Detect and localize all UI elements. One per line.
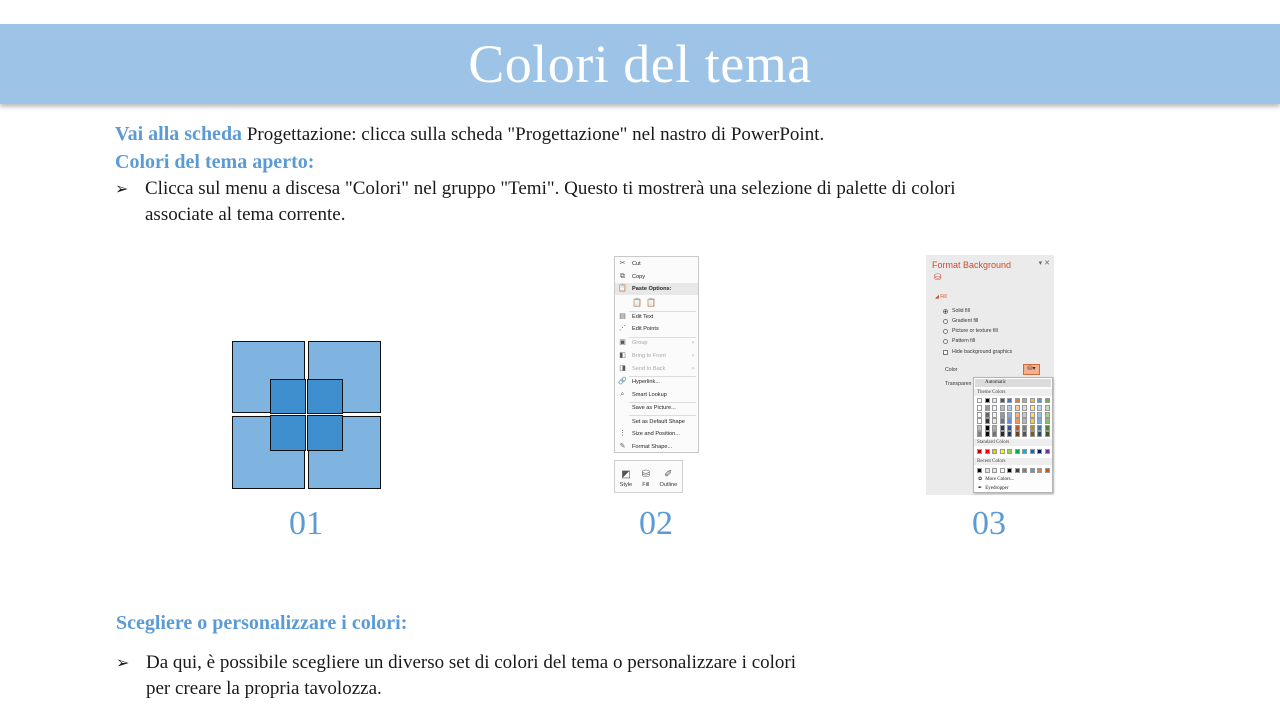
color-swatch: [1022, 449, 1027, 454]
section1-bullet: [115, 176, 1075, 228]
color-swatch: [1015, 398, 1020, 403]
color-swatch: [1015, 449, 1020, 454]
color-swatch: [1022, 412, 1027, 418]
paste-buttons: [615, 296, 698, 308]
color-swatch: [1000, 405, 1005, 411]
color-swatch: [985, 398, 990, 403]
chevron-right-icon: ›: [692, 366, 694, 372]
color-swatch: [977, 405, 982, 411]
palette-eyedropper: ✒ Eyedropper: [978, 485, 1009, 491]
menu-item-edit-text: ▤ Edit Text: [619, 313, 654, 320]
color-swatch: [1000, 449, 1005, 454]
palette-theme-colors-header: Theme Colors: [974, 389, 1052, 396]
hyperlink-icon: 🔗: [618, 378, 627, 385]
color-swatch: [1000, 418, 1005, 424]
color-swatch: [985, 425, 990, 431]
color-swatch: [977, 468, 982, 473]
menu-item-copy: ⧉ Copy: [620, 273, 646, 280]
color-palette-dropdown: [973, 377, 1053, 493]
section2-bullet-line1: Da qui, è possibile scegliere un diverso set di colori del tema o personalizzare i colori: [146, 652, 797, 673]
slide-title: Colori del tema: [468, 34, 812, 94]
inner-square-tr: [307, 379, 343, 414]
color-swatch: [1022, 398, 1027, 403]
search-icon: ⌕: [620, 391, 625, 398]
color-swatch: [1015, 418, 1020, 424]
bring-front-icon: ◧: [619, 352, 626, 359]
section2-bullet: [116, 650, 916, 702]
copy-icon: ⧉: [620, 273, 625, 280]
color-swatch: [1045, 468, 1050, 473]
transparency-label: Transparen: [945, 381, 972, 387]
color-swatch: [1037, 449, 1042, 454]
color-swatch: [1037, 405, 1042, 411]
color-swatch: [1030, 425, 1035, 431]
pane-title: Format Background: [932, 260, 1012, 270]
mini-style-button: ◩ Style: [619, 469, 633, 488]
section1-bullet-line2: associate al tema corrente.: [145, 204, 346, 225]
option-picture-fill: Picture or texture fill: [943, 328, 998, 334]
section2-bullet-line2: per creare la propria tavolozza.: [146, 678, 382, 699]
color-swatch: [1022, 405, 1027, 411]
intro-line: [115, 121, 824, 148]
format-shape-icon: ✎: [619, 443, 626, 450]
context-menu-screenshot: [614, 256, 699, 453]
color-swatch: [1030, 431, 1035, 437]
section1-heading: Colori del tema aperto:: [115, 151, 315, 173]
color-swatch: [1000, 412, 1005, 418]
scissors-icon: ✂: [619, 260, 626, 267]
color-swatch: [1022, 425, 1027, 431]
send-back-icon: ◨: [619, 365, 626, 372]
color-swatch: [992, 405, 997, 411]
inner-square-br: [307, 415, 343, 451]
edit-text-icon: ▤: [619, 313, 626, 320]
color-swatch: [985, 405, 990, 411]
paint-bucket-icon: ⛁: [641, 469, 651, 480]
palette-recent-colors-header: Recent Colors: [974, 458, 1052, 465]
color-swatch: [1007, 468, 1012, 473]
title-bar: [0, 24, 1280, 104]
mini-fill-button: ⛁ Fill: [641, 469, 651, 488]
color-swatch: [1022, 431, 1027, 437]
color-swatch: [1030, 449, 1035, 454]
color-swatch: [1015, 412, 1020, 418]
color-swatch: [977, 412, 982, 418]
color-swatch: [992, 418, 997, 424]
color-swatch: [1007, 418, 1012, 424]
chevron-right-icon: ›: [692, 353, 694, 359]
chevron-right-icon: ›: [692, 340, 694, 346]
color-swatch: [985, 412, 990, 418]
eyedropper-icon: ✒: [978, 486, 983, 491]
color-swatch: [1037, 468, 1042, 473]
outline-pen-icon: ✐: [664, 469, 673, 480]
mini-toolbar: [614, 460, 683, 493]
color-wheel-icon: ✿: [978, 477, 983, 482]
menu-item-group: ▣ Group ›: [619, 339, 694, 346]
pane-controls: ▾ ✕: [1038, 260, 1050, 267]
color-swatch: [1037, 418, 1042, 424]
color-swatch: [985, 431, 990, 437]
color-swatch: [1007, 412, 1012, 418]
color-swatch: [992, 412, 997, 418]
color-swatch: [1037, 431, 1042, 437]
inner-square-bl: [270, 415, 306, 451]
bullet-arrow-icon: ➢: [116, 655, 130, 672]
color-swatch: [1022, 468, 1027, 473]
paste-picture-icon: 📋: [645, 297, 656, 307]
option-pattern-fill: Pattern fill: [943, 338, 975, 344]
size-position-icon: ⋮: [619, 430, 626, 437]
color-swatch: [992, 449, 997, 454]
style-icon: ◩: [621, 469, 631, 480]
color-swatch: [1030, 405, 1035, 411]
color-swatch: [1022, 418, 1027, 424]
menu-item-size-position: ⋮ Size and Position...: [619, 430, 680, 437]
color-swatch: [1015, 405, 1020, 411]
mini-outline-button: ✐ Outline: [659, 469, 678, 488]
checkbox-icon: [943, 350, 948, 355]
color-swatch: [992, 398, 997, 403]
menu-item-format-shape: ✎ Format Shape...: [619, 443, 673, 450]
color-swatch: [985, 418, 990, 424]
intro-text: Progettazione: clicca sulla scheda "Progettazione" nel nastro di PowerPoint.: [242, 124, 825, 145]
color-swatch: [1000, 468, 1005, 473]
palette-standard-colors-header: Standard Colors: [974, 439, 1052, 446]
color-swatch: [1007, 405, 1012, 411]
color-swatch: [1015, 468, 1020, 473]
color-swatch: [1015, 425, 1020, 431]
menu-item-save-picture: Save as Picture...: [632, 405, 676, 411]
color-picker-button: ⛁▾: [1023, 364, 1040, 375]
step-number-02: 02: [639, 505, 673, 542]
color-swatch: [1037, 425, 1042, 431]
color-swatch: [985, 449, 990, 454]
color-swatch: [1037, 412, 1042, 418]
color-swatch: [1030, 418, 1035, 424]
color-swatch: [1045, 431, 1050, 437]
color-swatch: [1045, 418, 1050, 424]
intro-highlight: Vai alla scheda: [115, 123, 243, 145]
step-number-01: 01: [289, 505, 323, 542]
menu-item-set-default: Set as Default Shape: [632, 419, 685, 425]
palette-more-colors: ✿ More Colors...: [978, 476, 1015, 482]
palette-automatic: Automatic: [975, 379, 1051, 387]
color-swatch: [1007, 431, 1012, 437]
color-swatch: [992, 425, 997, 431]
inner-square-tl: [270, 379, 306, 414]
color-swatch: [1045, 398, 1050, 403]
group-icon: ▣: [619, 339, 626, 346]
color-swatch: [977, 449, 982, 454]
menu-item-hyperlink: 🔗 Hyperlink...: [618, 378, 660, 385]
color-label: Color: [945, 367, 958, 373]
menu-item-send-back: ◨ Send to Back ›: [619, 365, 694, 372]
fill-section-header: ◢ Fill: [935, 294, 947, 300]
menu-item-edit-points: ⋰ Edit Points: [619, 325, 659, 332]
color-swatch: [1037, 398, 1042, 403]
color-swatch: [1045, 412, 1050, 418]
color-swatch: [977, 425, 982, 431]
section2-heading: Scegliere o personalizzare i colori:: [116, 612, 408, 634]
color-swatch: [1015, 431, 1020, 437]
radio-checked-icon: [943, 309, 948, 314]
color-swatch: [977, 431, 982, 437]
color-swatch: [1007, 398, 1012, 403]
color-swatch: [985, 468, 990, 473]
paste-keep-icon: 📋: [632, 297, 642, 307]
color-swatch: [1000, 431, 1005, 437]
option-solid-fill: Solid fill: [943, 308, 970, 314]
color-swatch: [1030, 468, 1035, 473]
menu-item-cut: ✂ Cut: [619, 260, 641, 267]
color-swatch: [977, 418, 982, 424]
color-swatch: [1000, 398, 1005, 403]
color-swatch: [977, 398, 982, 403]
radio-icon: [943, 319, 948, 324]
color-swatch: [992, 431, 997, 437]
color-swatch: [1030, 398, 1035, 403]
bullet-arrow-icon: ➢: [115, 181, 129, 198]
step-number-03: 03: [972, 505, 1006, 542]
color-swatch: [1000, 425, 1005, 431]
color-swatch: [992, 468, 997, 473]
paint-bucket-icon: ⛁: [934, 272, 942, 282]
color-swatch: [1045, 405, 1050, 411]
color-swatch: [1007, 449, 1012, 454]
color-swatch: [1007, 425, 1012, 431]
color-swatch: [1030, 412, 1035, 418]
radio-icon: [943, 339, 948, 344]
menu-item-smart-lookup: ⌕ Smart Lookup: [615, 389, 698, 401]
edit-points-icon: ⋰: [619, 325, 626, 332]
section1-bullet-line1: Clicca sul menu a discesa "Colori" nel gruppo "Temi". Questo ti mostrerà una selezione di palette di colori: [145, 178, 956, 199]
option-hide-bg: Hide background graphics: [943, 349, 1012, 355]
color-swatch: [1045, 425, 1050, 431]
menu-item-paste-options: 📋 Paste Options:: [615, 283, 698, 295]
menu-item-bring-front: ◧ Bring to Front ›: [619, 352, 694, 359]
option-gradient-fill: Gradient fill: [943, 318, 978, 324]
clipboard-icon: 📋: [618, 285, 627, 292]
color-swatch: [1045, 449, 1050, 454]
radio-icon: [943, 329, 948, 334]
